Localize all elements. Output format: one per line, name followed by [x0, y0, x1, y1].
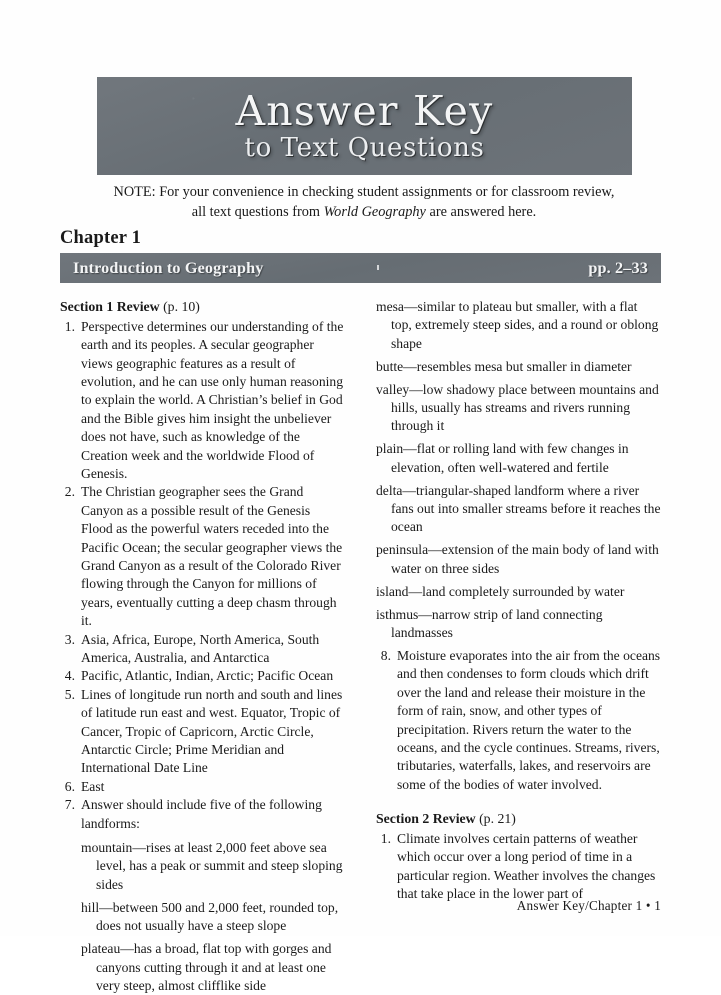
item-text: Climate involves certain patterns of weather which occur over a long period of time in a particular region. Weather involves the changes that take place in the lower part of: [397, 830, 656, 902]
note-line-2-pre: all text questions from: [191, 204, 324, 221]
list-item: [376, 647, 661, 794]
item-text: Lines of longitude run north and south and lines of latitude run east and west. Equator, Tropic of Cancer, Tropic of Capricorn, Arctic Circle, Antarctic Circle; Prime Meridian and International Date Line: [81, 686, 343, 776]
item-number: 1.: [64, 318, 75, 334]
list-item: [60, 631, 345, 668]
item-number: 6.: [64, 778, 75, 794]
landform-entry: mesa—similar to plateau but smaller, with a flat top, extremely steep sides, and a round or oblong shape: [376, 299, 659, 351]
item-number: 2.: [64, 484, 75, 500]
landform-entry: plateau—has a broad, flat top with gorges and canyons cutting through it and at least one very steep, almost clifflike side: [81, 941, 332, 993]
landform-entry: plain—flat or rolling land with few changes in elevation, often well-watered and fertile: [376, 441, 629, 475]
landform-entry: valley—low shadowy place between mountains and hills, usually has streams and rivers running through it: [376, 381, 659, 434]
landform-entry: isthmus—narrow strip of land connecting landmasses: [376, 606, 603, 640]
section-2-heading: [376, 810, 661, 829]
right-answer-list: [376, 830, 661, 904]
masthead-subtitle: to Text Questions: [244, 133, 485, 163]
section-2-heading-page: (p. 21): [475, 811, 516, 827]
list-item: [60, 667, 345, 685]
landform-entry: island—land completely surrounded by water: [376, 583, 625, 599]
left-landform-list: [81, 839, 345, 995]
section-1-heading-bold: Section 1 Review: [60, 299, 160, 314]
list-item: [60, 796, 345, 995]
masthead-title: Answer Key: [235, 87, 494, 135]
landform-entry: delta—triangular-shaped landform where a river fans out into smaller streams before it reaches the ocean: [376, 482, 661, 535]
list-item: [60, 483, 345, 630]
chapter-bar-page-range: pp. 2–33: [588, 258, 648, 277]
item-text: Asia, Africa, Europe, North America, South America, Australia, and Antarctica: [81, 631, 320, 665]
note-line-2: [90, 202, 638, 222]
item-text: The Christian geographer sees the Grand Canyon as a possible result of the Genesis Flood as the powerful waters receded into the Pacific Ocean; the secular geographer views the Grand Canyon as a result of the Colorado River flowing through the Canyon for millions of years, eventually cutting a deep chasm through it.: [81, 484, 343, 629]
list-item: [60, 686, 345, 778]
note-line-1: NOTE: For your convenience in checking student assignments or for classroom review,: [113, 184, 615, 200]
item-number: 5.: [64, 686, 75, 702]
item-text: Pacific, Atlantic, Indian, Arctic; Pacific Ocean: [81, 668, 334, 684]
chapter-header-bar: [60, 253, 661, 283]
masthead-banner: [97, 77, 632, 175]
item-text: Perspective determines our understanding of the earth and its peoples. A secular geographer views geographic features as a result of evolution, and he can use only human reasoning to explain the world. A Christian’s belief in God and the Bible gives him insight the unbeliever does not have, such as knowledge of the Creation week and the worldwide Flood of Genesis.: [81, 318, 344, 481]
left-column: [60, 298, 345, 993]
landform-entry: peninsula—extension of the main body of land with water on three sides: [376, 542, 659, 576]
section-2-heading-bold: Section 2 Review: [376, 811, 476, 827]
list-item: [376, 830, 661, 904]
note-line-2-post: are answered here.: [425, 204, 537, 221]
chapter-label: Chapter 1: [60, 228, 142, 248]
item-number: 3.: [64, 631, 75, 647]
section-1-heading-page: (p. 10): [159, 299, 200, 314]
item-text: East: [81, 778, 105, 794]
book-title: World Geography: [323, 204, 426, 221]
item-number: 8.: [380, 647, 391, 663]
landform-entry: butte—resembles mesa but smaller in diameter: [376, 358, 632, 374]
item-text: Moisture evaporates into the air from the oceans and then condenses to form clouds which drift over the land and release their moisture in the form of rain, snow, and other types of precipitation. Rivers return the water to the oceans, and the cycle continues. Streams, rivers, tributaries, waterfalls, lakes, and reservoirs are some of the bodies of water involved.: [397, 647, 661, 792]
bar-speck-artifact: [377, 265, 379, 270]
landform-entry: mountain—rises at least 2,000 feet above sea level, has a peak or summit and steep sloping sides: [81, 840, 343, 892]
chapter-bar-title: Introduction to Geography: [73, 258, 264, 277]
item-number: 1.: [380, 830, 391, 846]
right-landform-list: [376, 298, 661, 642]
right-column: [376, 298, 661, 902]
item-text: Answer should include five of the following landforms:: [81, 797, 322, 831]
item-number: 4.: [64, 668, 75, 684]
section-1-heading: [60, 298, 345, 317]
page-footer: Answer Key/Chapter 1 • 1: [516, 898, 661, 913]
item-number: 7.: [64, 797, 75, 813]
list-item: [60, 778, 345, 796]
left-answer-list: [60, 318, 345, 995]
landform-entry: hill—between 500 and 2,000 feet, rounded top, does not usually have a steep slope: [81, 899, 339, 934]
list-item: [60, 318, 345, 484]
note-paragraph: [90, 182, 638, 223]
